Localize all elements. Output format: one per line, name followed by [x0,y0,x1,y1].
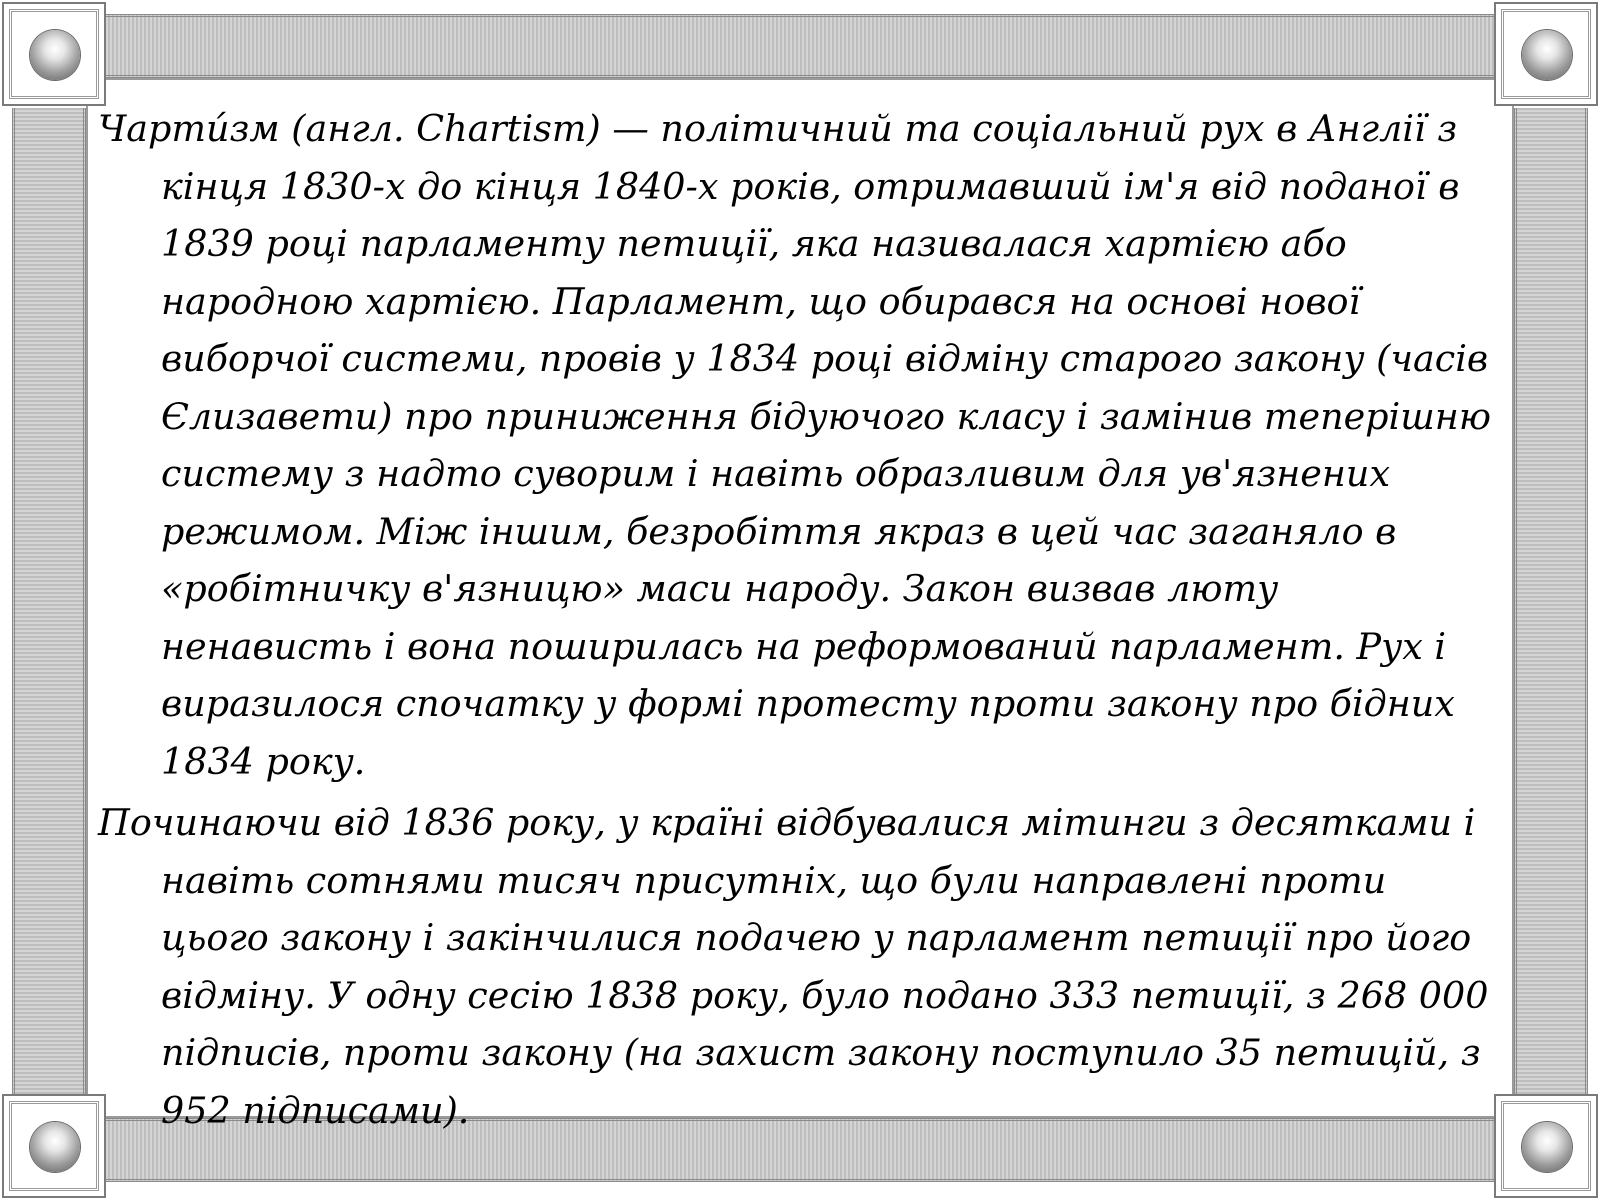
corner-knob-icon [30,1122,80,1172]
corner-knob-icon [30,30,80,80]
text-body [98,100,1500,1143]
frame-right-bar [1514,108,1588,1108]
frame-left-bar [12,108,86,1108]
frame-corner-top-right [1494,2,1598,106]
frame-corner-bottom-right [1494,1094,1598,1198]
frame-corner-bottom-left [2,1094,106,1198]
corner-knob-icon [1522,30,1572,80]
frame-corner-top-left [2,2,106,106]
corner-knob-icon [1522,1122,1572,1172]
frame-top-bar [106,14,1494,78]
paragraph-meetings-petitions: Починаючи від 1836 року, у країні відбувалися мітинги з десятками і навіть сотнями тисяч присутніх, що були направлені проти цього закону і закінчилися подачею у парламент петиції про його відміну. У одну сесію 1838 року, було подано 333 петиції, з 268 000 підписів, проти закону (на захист закону поступило 35 петицій, з 952 підписами). [98,801,1489,1132]
paragraph-chartism-definition: Чарти́зм (англ. Chartism) — політичний та соціальний рух в Англії з кінця 1830-х до кінця 1840-х років, отримавший ім'я від поданої в 1839 році парламенту петиції, яка називалася хартією або народною хартією. Парламент, що обирався на основі нової виборчої системи, провів у 1834 році відміну старого закону (часів Єлизавети) про приниження бідуючого класу і замінив теперішню систему з надто суворим і навіть образливим для ув'язнених режимом. Між іншим, безробіття якраз в цей час заганяло в «робітничку в'язницю» маси народу. Закон визвав люту ненависть і вона поширилась на реформований парламент. Рух і виразилося спочатку у формі протесту проти закону про бідних 1834 року. [98,107,1491,783]
